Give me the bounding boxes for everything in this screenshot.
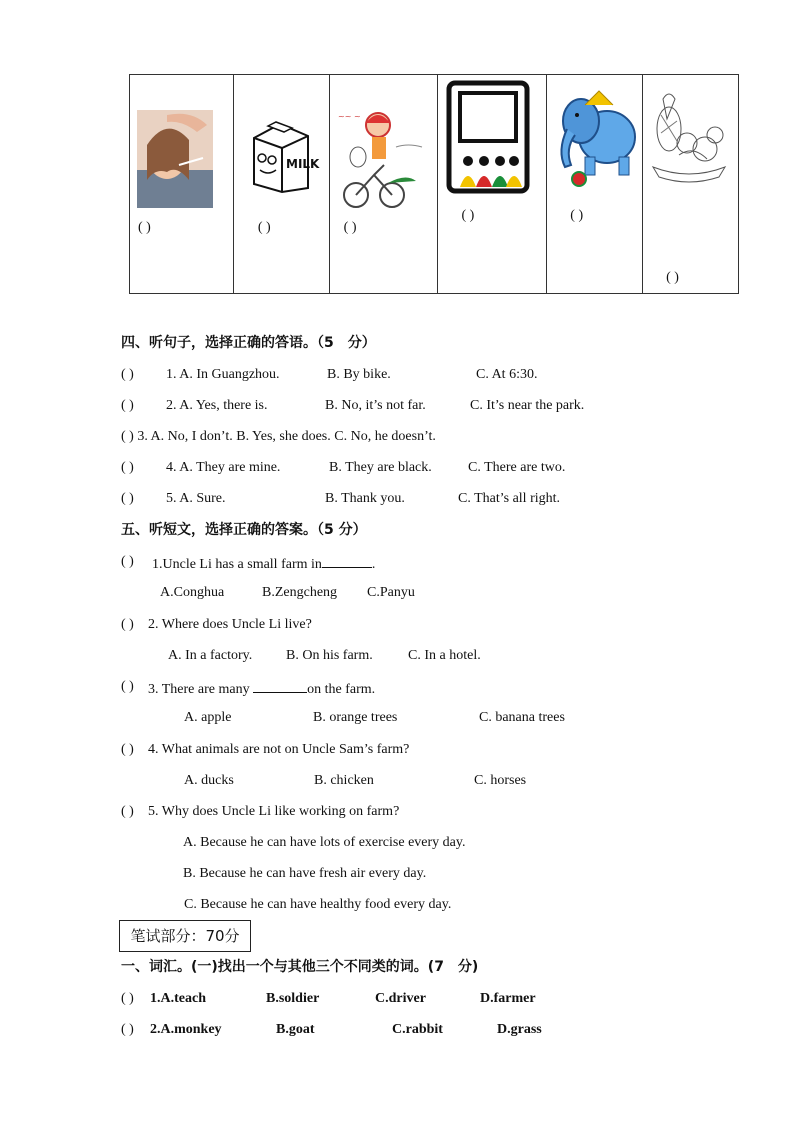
- option-a: 1. A. In Guangzhou.: [166, 367, 280, 382]
- section4-heading: 四、听句子，选择正确的答语。（5 分）: [121, 335, 376, 351]
- option-b: B. chicken: [314, 773, 374, 788]
- option-a: 5. A. Sure.: [166, 491, 226, 506]
- girl-thermometer-picture: [137, 110, 213, 208]
- question-text: 2. Where does Uncle Li live?: [148, 617, 312, 632]
- option-b: B. Thank you.: [325, 491, 405, 506]
- option-c: C. It’s near the park.: [470, 398, 585, 413]
- question-text: 3. There are many on the farm.: [148, 678, 375, 699]
- option-c: C. Because he can have healthy food every day.: [184, 897, 452, 912]
- option-b: B.Zengcheng: [262, 585, 338, 600]
- answer-paren[interactable]: ( ): [257, 220, 271, 235]
- picture-cell-3: [329, 75, 438, 294]
- blank-line[interactable]: [322, 553, 372, 568]
- question-text: 5. Why does Uncle Li like working on farm?: [148, 804, 400, 819]
- fruit-basket-picture: [649, 89, 729, 193]
- option-a: A. apple: [184, 710, 232, 725]
- option-b: B. By bike.: [327, 367, 391, 382]
- option-a: A. ducks: [184, 773, 234, 788]
- picture-cell-4: [438, 75, 547, 294]
- answer-paren[interactable]: ( ): [121, 991, 134, 1006]
- blank-line[interactable]: [253, 678, 307, 693]
- option-b: B.goat: [276, 1022, 315, 1037]
- section4-question-3: ( ) 3. A. No, I don’t. B. Yes, she does. C. No, he doesn’t.: [121, 429, 436, 444]
- elephant-picture: [555, 81, 637, 199]
- option-a: A.Conghua: [160, 585, 225, 600]
- answer-paren[interactable]: ( ): [121, 460, 134, 475]
- section5-heading: 五、听短文，选择正确的答案。（5 分）: [121, 522, 367, 538]
- answer-paren[interactable]: ( ): [138, 220, 151, 235]
- option-a: 1.A.teach: [150, 991, 206, 1006]
- option-b: B. Because he can have fresh air every day.: [183, 866, 427, 881]
- answer-paren[interactable]: ( ): [121, 554, 134, 569]
- picture-cell-5: [547, 75, 643, 294]
- answer-paren[interactable]: ( ): [121, 367, 134, 382]
- option-b: B.soldier: [266, 991, 320, 1006]
- option-a: A. In a factory.: [168, 648, 253, 663]
- option-c: C.rabbit: [392, 1022, 443, 1037]
- vocabulary-heading: 一、词汇。(一)找出一个与其他三个不同类的词。(7 分): [121, 959, 479, 975]
- picture-cell-6: [643, 75, 739, 294]
- milk-carton-picture: [248, 120, 320, 192]
- question-text: 1.Uncle Li has a small farm in .: [152, 553, 375, 574]
- option-a: 4. A. They are mine.: [166, 460, 281, 475]
- svg-text:MILK: MILK: [285, 157, 320, 171]
- answer-paren[interactable]: ( ): [121, 617, 134, 632]
- option-c: C. That’s all right.: [458, 491, 561, 506]
- girl-riding-bike-picture: [336, 105, 426, 215]
- answer-paren[interactable]: ( ): [121, 679, 134, 694]
- answer-paren[interactable]: ( ): [121, 398, 134, 413]
- option-c: C.driver: [375, 991, 426, 1006]
- answer-paren[interactable]: ( ): [666, 270, 679, 285]
- option-c: C. horses: [474, 773, 527, 788]
- question-text: 4. What animals are not on Uncle Sam’s farm?: [148, 742, 410, 757]
- option-d: D.grass: [497, 1022, 542, 1037]
- option-c: C. At 6:30.: [476, 367, 538, 382]
- option-c: C.Panyu: [367, 585, 415, 600]
- option-c: C. There are two.: [468, 460, 566, 475]
- picture-cell-2: [233, 75, 329, 294]
- answer-paren[interactable]: ( ): [570, 208, 584, 223]
- people-watching-tv-picture: [446, 79, 532, 199]
- answer-paren[interactable]: ( ): [121, 491, 134, 506]
- picture-table: [129, 74, 739, 294]
- option-a: 2.A.monkey: [150, 1022, 222, 1037]
- picture-cell-1: [130, 75, 234, 294]
- option-c: C. banana trees: [479, 710, 565, 725]
- option-b: B. On his farm.: [286, 648, 373, 663]
- written-part-label: 笔试部分：70分: [119, 920, 251, 952]
- option-a: A. Because he can have lots of exercise every day.: [183, 835, 466, 850]
- option-b: B. orange trees: [313, 710, 398, 725]
- answer-paren[interactable]: ( ): [121, 804, 134, 819]
- answer-paren[interactable]: ( ): [461, 208, 475, 223]
- option-a: 2. A. Yes, there is.: [166, 398, 268, 413]
- option-d: D.farmer: [480, 991, 536, 1006]
- answer-paren[interactable]: ( ): [121, 1022, 134, 1037]
- answer-paren[interactable]: ( ): [121, 742, 134, 757]
- option-b: B. No, it’s not far.: [325, 398, 426, 413]
- option-b: B. They are black.: [329, 460, 432, 475]
- answer-paren[interactable]: ( ): [343, 220, 357, 235]
- option-c: C. In a hotel.: [408, 648, 481, 663]
- svg-text:~~ ~: ~~ ~: [337, 112, 361, 121]
